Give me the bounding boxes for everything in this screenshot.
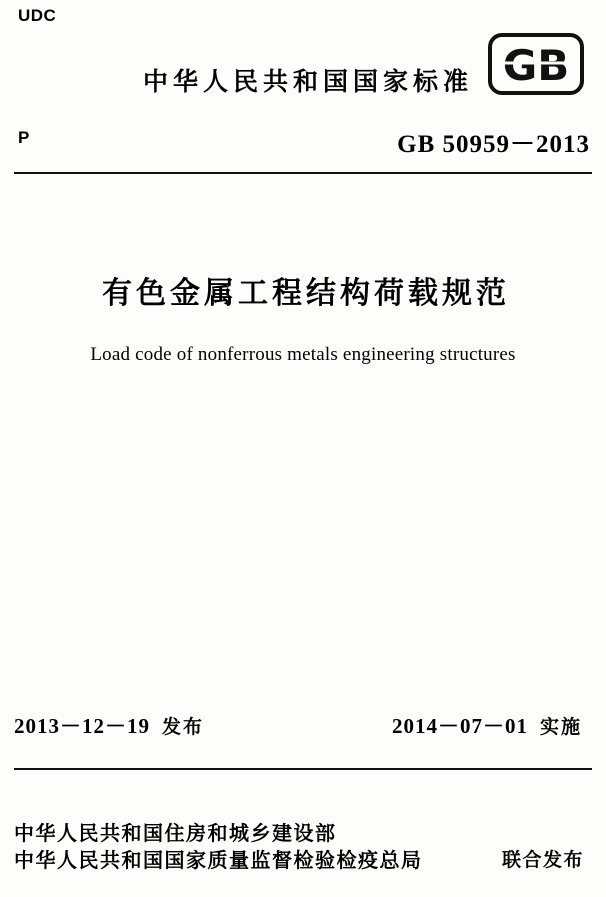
issue-label: 发布 (162, 716, 205, 738)
udc-label: UDC (18, 6, 57, 25)
divider-top (14, 172, 592, 174)
svg-text:GB: GB (502, 41, 570, 90)
date-row (14, 710, 592, 740)
joint-release-label: 联合发布 (501, 848, 584, 871)
classification-mark: P (18, 128, 30, 147)
publisher-line-2: 中华人民共和国国家质量监督检验检疫总局 (14, 847, 423, 872)
effective-date-group (392, 710, 582, 740)
publisher-block (14, 820, 592, 874)
divider-bottom (14, 768, 592, 770)
gb-logo-icon (488, 33, 584, 95)
national-standard-heading: 中华人民共和国国家标准 (142, 67, 473, 96)
effective-label: 实施 (539, 716, 582, 738)
publisher-line-1: 中华人民共和国住房和城乡建设部 (14, 821, 337, 845)
effective-date: 2014－07－01 (391, 714, 528, 738)
publisher-names (14, 820, 423, 874)
document-title-chinese: 有色金属工程结构荷载规范 (102, 276, 510, 311)
standard-code-number: GB 50959－2013 (397, 131, 590, 158)
issue-date: 2013－12－19 (14, 714, 150, 738)
document-title-english: Load code of nonferrous metals engineering structures (90, 344, 516, 365)
issue-date-group (14, 710, 204, 740)
